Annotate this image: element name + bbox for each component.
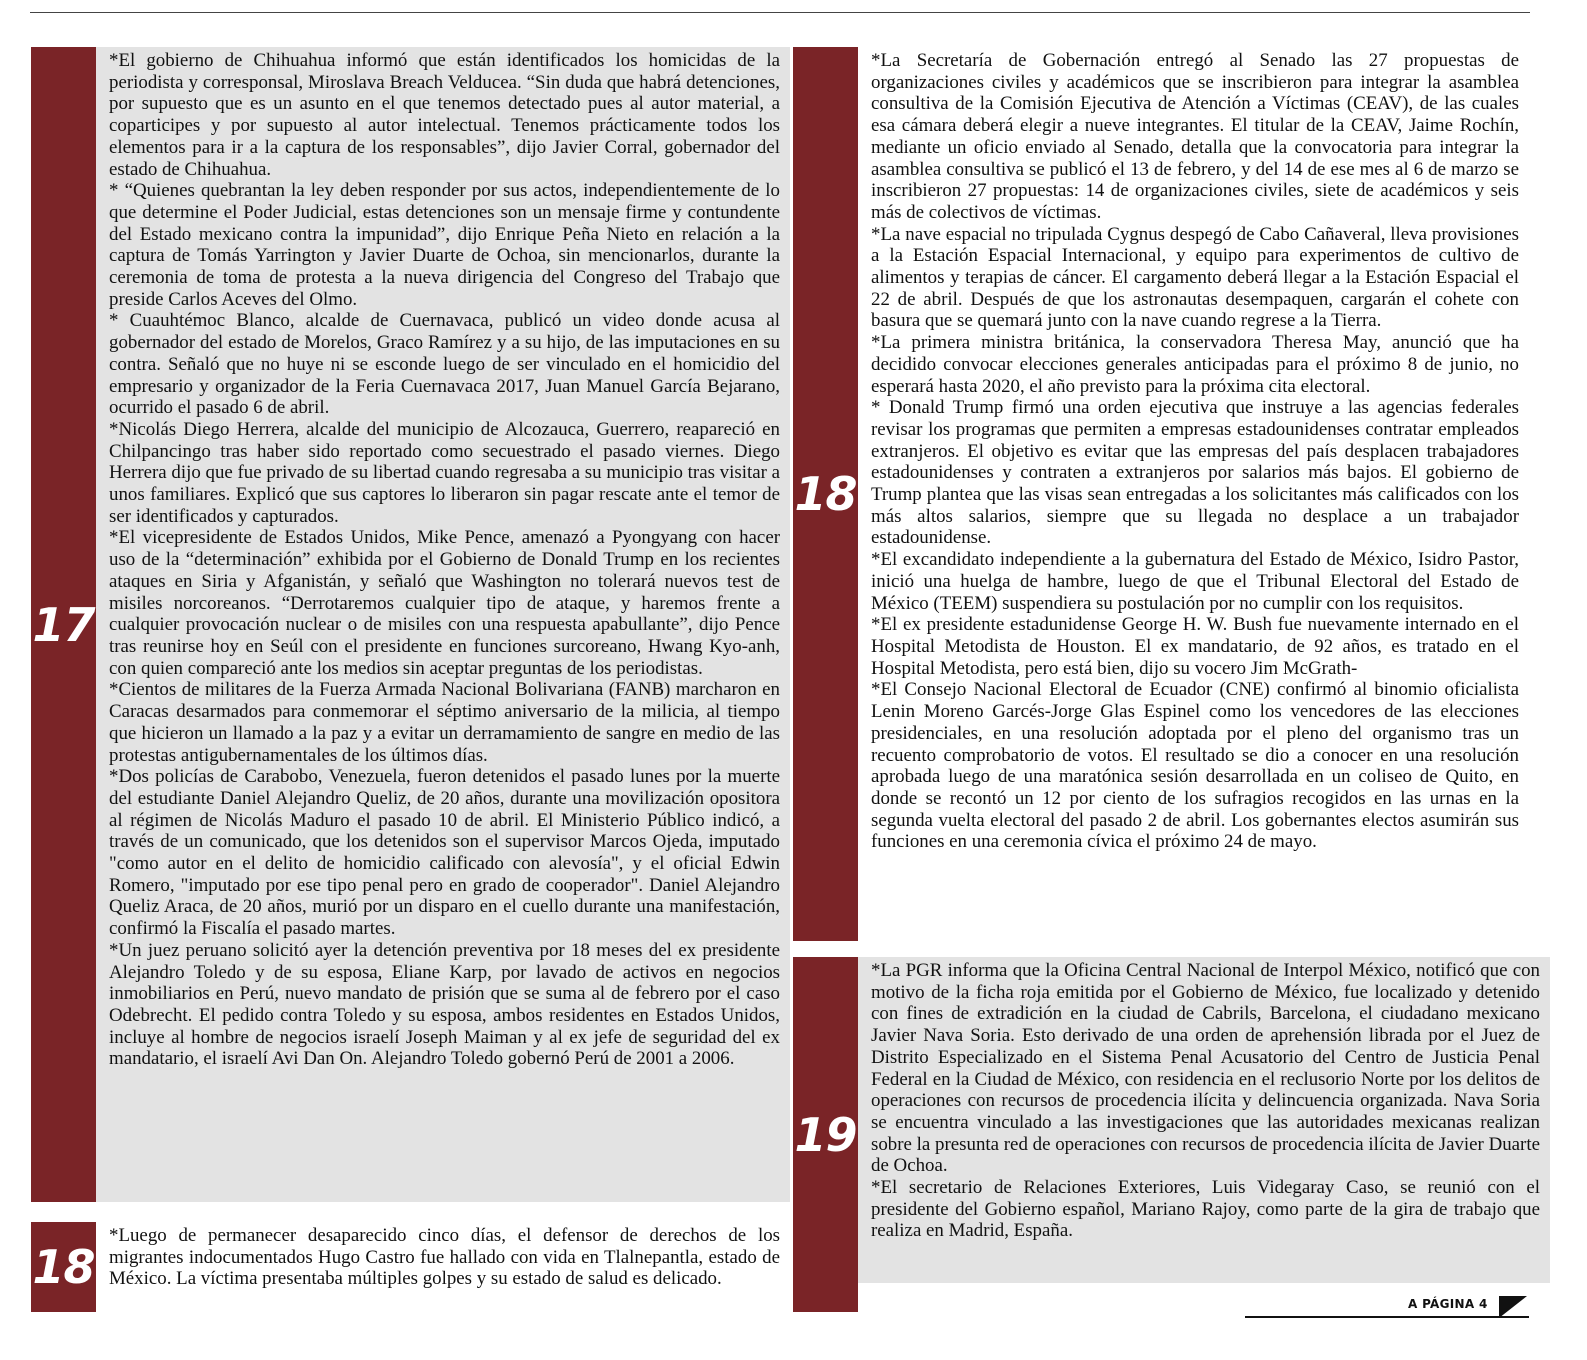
date-bar-17: [31, 47, 96, 1202]
date-number: 18: [32, 1240, 95, 1294]
date-bar-18-left: [31, 1222, 96, 1312]
news-item: *El Consejo Nacional Electoral de Ecuador (CNE) confirmó al binomio oficialista Lenin Moreno Garcés-Jorge Glas Espinel como los vencedores de las elecciones presidenciales, en una resolución adoptada por el pleno del organismo tras un recuento comprobatorio de votos. El resultado se dio a conocer en una resolución aprobada luego de una maratónica sesión desarrollada en un coliseo de Quito, en donde se recontó un 12 por ciento de los sufragios recogidos en las urnas en la segunda vuelta electoral del pasado 2 de abril. Los gobernantes electos asumirán sus funciones en una ceremonia cívica el próximo 24 de mayo.: [871, 679, 1519, 853]
date-number: 18: [794, 467, 857, 521]
news-panel-19: [858, 957, 1550, 1283]
news-item: * Cuauhtémoc Blanco, alcalde de Cuernavaca, publicó un video donde acusa al gobernador del estado de Morelos, Graco Ramírez y a su hijo, de las imputaciones en su contra. Señaló que no huye ni se esconde luego de ser vinculado en el homicidio del empresario y organizador de la Feria Cuernavaca 2017, Juan Manuel García Bejarano, ocurrido el pasado 6 de abril.: [109, 310, 780, 419]
news-item: *El gobierno de Chihuahua informó que están identificados los homicidas de la periodista y corresponsal, Miroslava Breach Velducea. “Sin duda que habrá detenciones, por supuesto que es un asunto en el que tenemos detectado pues al autor material, a coparticipes y por supuesto al autor intelectual. Tenemos prácticamente todos los elementos para ir a la captura de los responsables”, dijo Javier Corral, gobernador del estado de Chihuahua.: [109, 50, 780, 180]
news-item: *El vicepresidente de Estados Unidos, Mike Pence, amenazó a Pyongyang con hacer uso de la “determinación” exhibida por el Gobierno de Donald Trump en los recientes ataques en Siria y Afganistán, y señaló que Washington no tolerará nuevos test de misiles norcoreanos. “Derrotaremos cualquier tipo de ataque, y haremos frente a cualquier provocación nuclear o de misiles con una respuesta apabullante”, dijo Pence tras reunirse hoy en Seúl con el presidente en funciones surcoreano, Hwang Kyo-anh, con quien compareció ante los medios sin aceptar preguntas de los periodistas.: [109, 527, 780, 679]
news-item: *Un juez peruano solicitó ayer la detención preventiva por 18 meses del ex presidente Alejandro Toledo y de su esposa, Eliane Karp, por lavado de activos en negocios inmobiliarios en Perú, nuevo mandato de prisión que se suma al de febrero por el caso Odebrecht. El pedido contra Toledo y su esposa, ambos residentes en Estados Unidos, incluye al hombre de negocios israelí Joseph Maiman y al ex jefe de seguridad del ex mandatario, el israelí Avi Dan On. Alejandro Toledo gobernó Perú de 2001 a 2006.: [109, 939, 780, 1070]
news-item: * Donald Trump firmó una orden ejecutiva que instruye a las agencias federales revisar los programas que permiten a empresas estadounidenses contratar empleados extranjeros. El objetivo es evitar que las empresas del país desplacen trabajadores estadounidenses y contraten a extranjeros por salarios más bajos. El gobierno de Trump plantea que las visas sean entregadas a los solicitantes más calificados con los más altos salarios, siempre que su llegada no desplace a un trabajador estadounidense.: [871, 397, 1519, 549]
news-item: *Luego de permanecer desaparecido cinco días, el defensor de derechos de los migrantes indocumentados Hugo Castro fue hallado con vida en Tlalnepantla, estado de México. La víctima presentaba múltiples golpes y su estado de salud es delicado.: [109, 1225, 780, 1290]
continuation-rule: [1245, 1316, 1529, 1318]
continuation-label: A PÁGINA 4: [1408, 1297, 1488, 1311]
top-rule: [30, 12, 1530, 13]
news-item: *El excandidato independiente a la gubernatura del Estado de México, Isidro Pastor, inició una huelga de hambre, luego de que el Tribunal Electoral del Estado de México (TEEM) suspendiera su postulación por no cumplir con los requisitos.: [871, 549, 1519, 614]
date-bar-19: [793, 957, 858, 1312]
date-bar-18: [793, 47, 858, 941]
news-item: *La nave espacial no tripulada Cygnus despegó de Cabo Cañaveral, lleva provisiones a la Estación Espacial Internacional, y equipo para experimentos de cultivo de alimentos y terapias de cáncer. El cargamento deberá llegar a la Estación Espacial el 22 de abril. Después de que los astronautas desempaquen, cargarán el cohete con basura que se quemará junto con la nave cuando regrese a la Tierra.: [871, 223, 1519, 332]
date-number: 19: [794, 1107, 857, 1162]
news-panel-18: [858, 47, 1529, 941]
news-panel-18-left: [96, 1222, 790, 1322]
date-number: 17: [32, 597, 95, 652]
news-item: *La PGR informa que la Oficina Central Nacional de Interpol México, notificó que con motivo de la ficha roja emitida por el Gobierno de México, fue localizado y detenido con fines de extradición en la ciudad de Cabrils, Barcelona, el ciudadano mexicano Javier Nava Soria. Esto derivado de una orden de aprehensión librada por el Juez de Distrito Especializado en el Sistema Penal Acusatorio del Centro de Justicia Penal Federal en la Ciudad de México, con residencia en el reclusorio Norte por los delitos de operaciones con recursos de procedencia ilícita y delincuencia organizada. Nava Soria se encuentra vinculado a las investigaciones que las autoridades mexicanas realizan sobre la presunta red de operaciones con recursos de procedencia ilícita de Javier Duarte de Ochoa.: [871, 960, 1540, 1177]
arrow-right-icon: [1499, 1296, 1527, 1318]
news-item: *El ex presidente estadunidense George H. W. Bush fue nuevamente internado en el Hospital Metodista de Houston. El ex mandatario, de 92 años, es tratado en el Hospital Metodista, pero está bien, dijo su vocero Jim McGrath-: [871, 614, 1519, 679]
news-item: *La primera ministra británica, la conservadora Theresa May, anunció que ha decidido convocar elecciones generales anticipadas para el próximo 8 de junio, no esperará hasta 2020, el año previsto para la próxima cita electoral.: [871, 332, 1519, 397]
news-panel-17: [96, 47, 790, 1202]
news-item: *El secretario de Relaciones Exteriores, Luis Videgaray Caso, se reunió con el presidente del Gobierno español, Mariano Rajoy, como parte de la gira de trabajo que realiza en Madrid, España.: [871, 1177, 1540, 1242]
news-item: * “Quienes quebrantan la ley deben responder por sus actos, independientemente de lo que determine el Poder Judicial, estas detenciones son un mensaje firme y contundente del Estado mexicano contra la impunidad”, dijo Enrique Peña Nieto en relación a la captura de Tomás Yarrington y Javier Duarte de Ochoa, sin mencionarlos, durante la ceremonia de toma de protesta a la nueva dirigencia del Congreso del Trabajo que preside Carlos Aceves del Olmo.: [109, 180, 780, 310]
news-item: *Nicolás Diego Herrera, alcalde del municipio de Alcozauca, Guerrero, reapareció en Chilpancingo tras haber sido reportado como secuestrado el pasado viernes. Diego Herrera dijo que fue privado de su libertad cuando regresaba a su municipio tras visitar a unos familiares. Explicó que sus captores lo liberaron sin pagar rescate ante el temor de ser identificados y capturados.: [109, 418, 780, 527]
news-item: *Cientos de militares de la Fuerza Armada Nacional Bolivariana (FANB) marcharon en Caracas desarmados para conmemorar el séptimo aniversario de la milicia, al tiempo que hicieron un llamado a la paz y a evitar un derramamiento de sangre en medio de las protestas antigubernamentales de los últimos días.: [109, 679, 780, 766]
news-item: *La Secretaría de Gobernación entregó al Senado las 27 propuestas de organizaciones civiles y académicos que se inscribieron para integrar la asamblea consultiva de la Comisión Ejecutiva de Atención a Víctimas (CEAV), de las cuales esa cámara deberá elegir a nueve integrantes. El titular de la CEAV, Jaime Rochín, mediante un oficio enviado al Senado, detalla que la convocatoria para integrar la asamblea consultiva se publicó el 13 de febrero, y del 14 de ese mes al 6 de marzo se inscribieron 27 propuestas: 14 de organizaciones civiles, siete de académicos y seis más de colectivos de víctimas.: [871, 50, 1519, 223]
news-item: *Dos policías de Carabobo, Venezuela, fueron detenidos el pasado lunes por la muerte del estudiante Daniel Alejandro Queliz, de 20 años, durante una movilización opositora al régimen de Nicolás Maduro el pasado 10 de abril. El Ministerio Público indicó, a través de un comunicado, que los detenidos son el supervisor Marcos Ojeda, imputado "como autor en el delito de homicidio calificado con alevosía", y el oficial Edwin Romero, "imputado por ese tipo penal pero en grado de cooperador". Daniel Alejandro Queliz Araca, de 20 años, murió por un disparo en el cuello durante una manifestación, confirmó la Fiscalía el pasado martes.: [109, 766, 780, 940]
